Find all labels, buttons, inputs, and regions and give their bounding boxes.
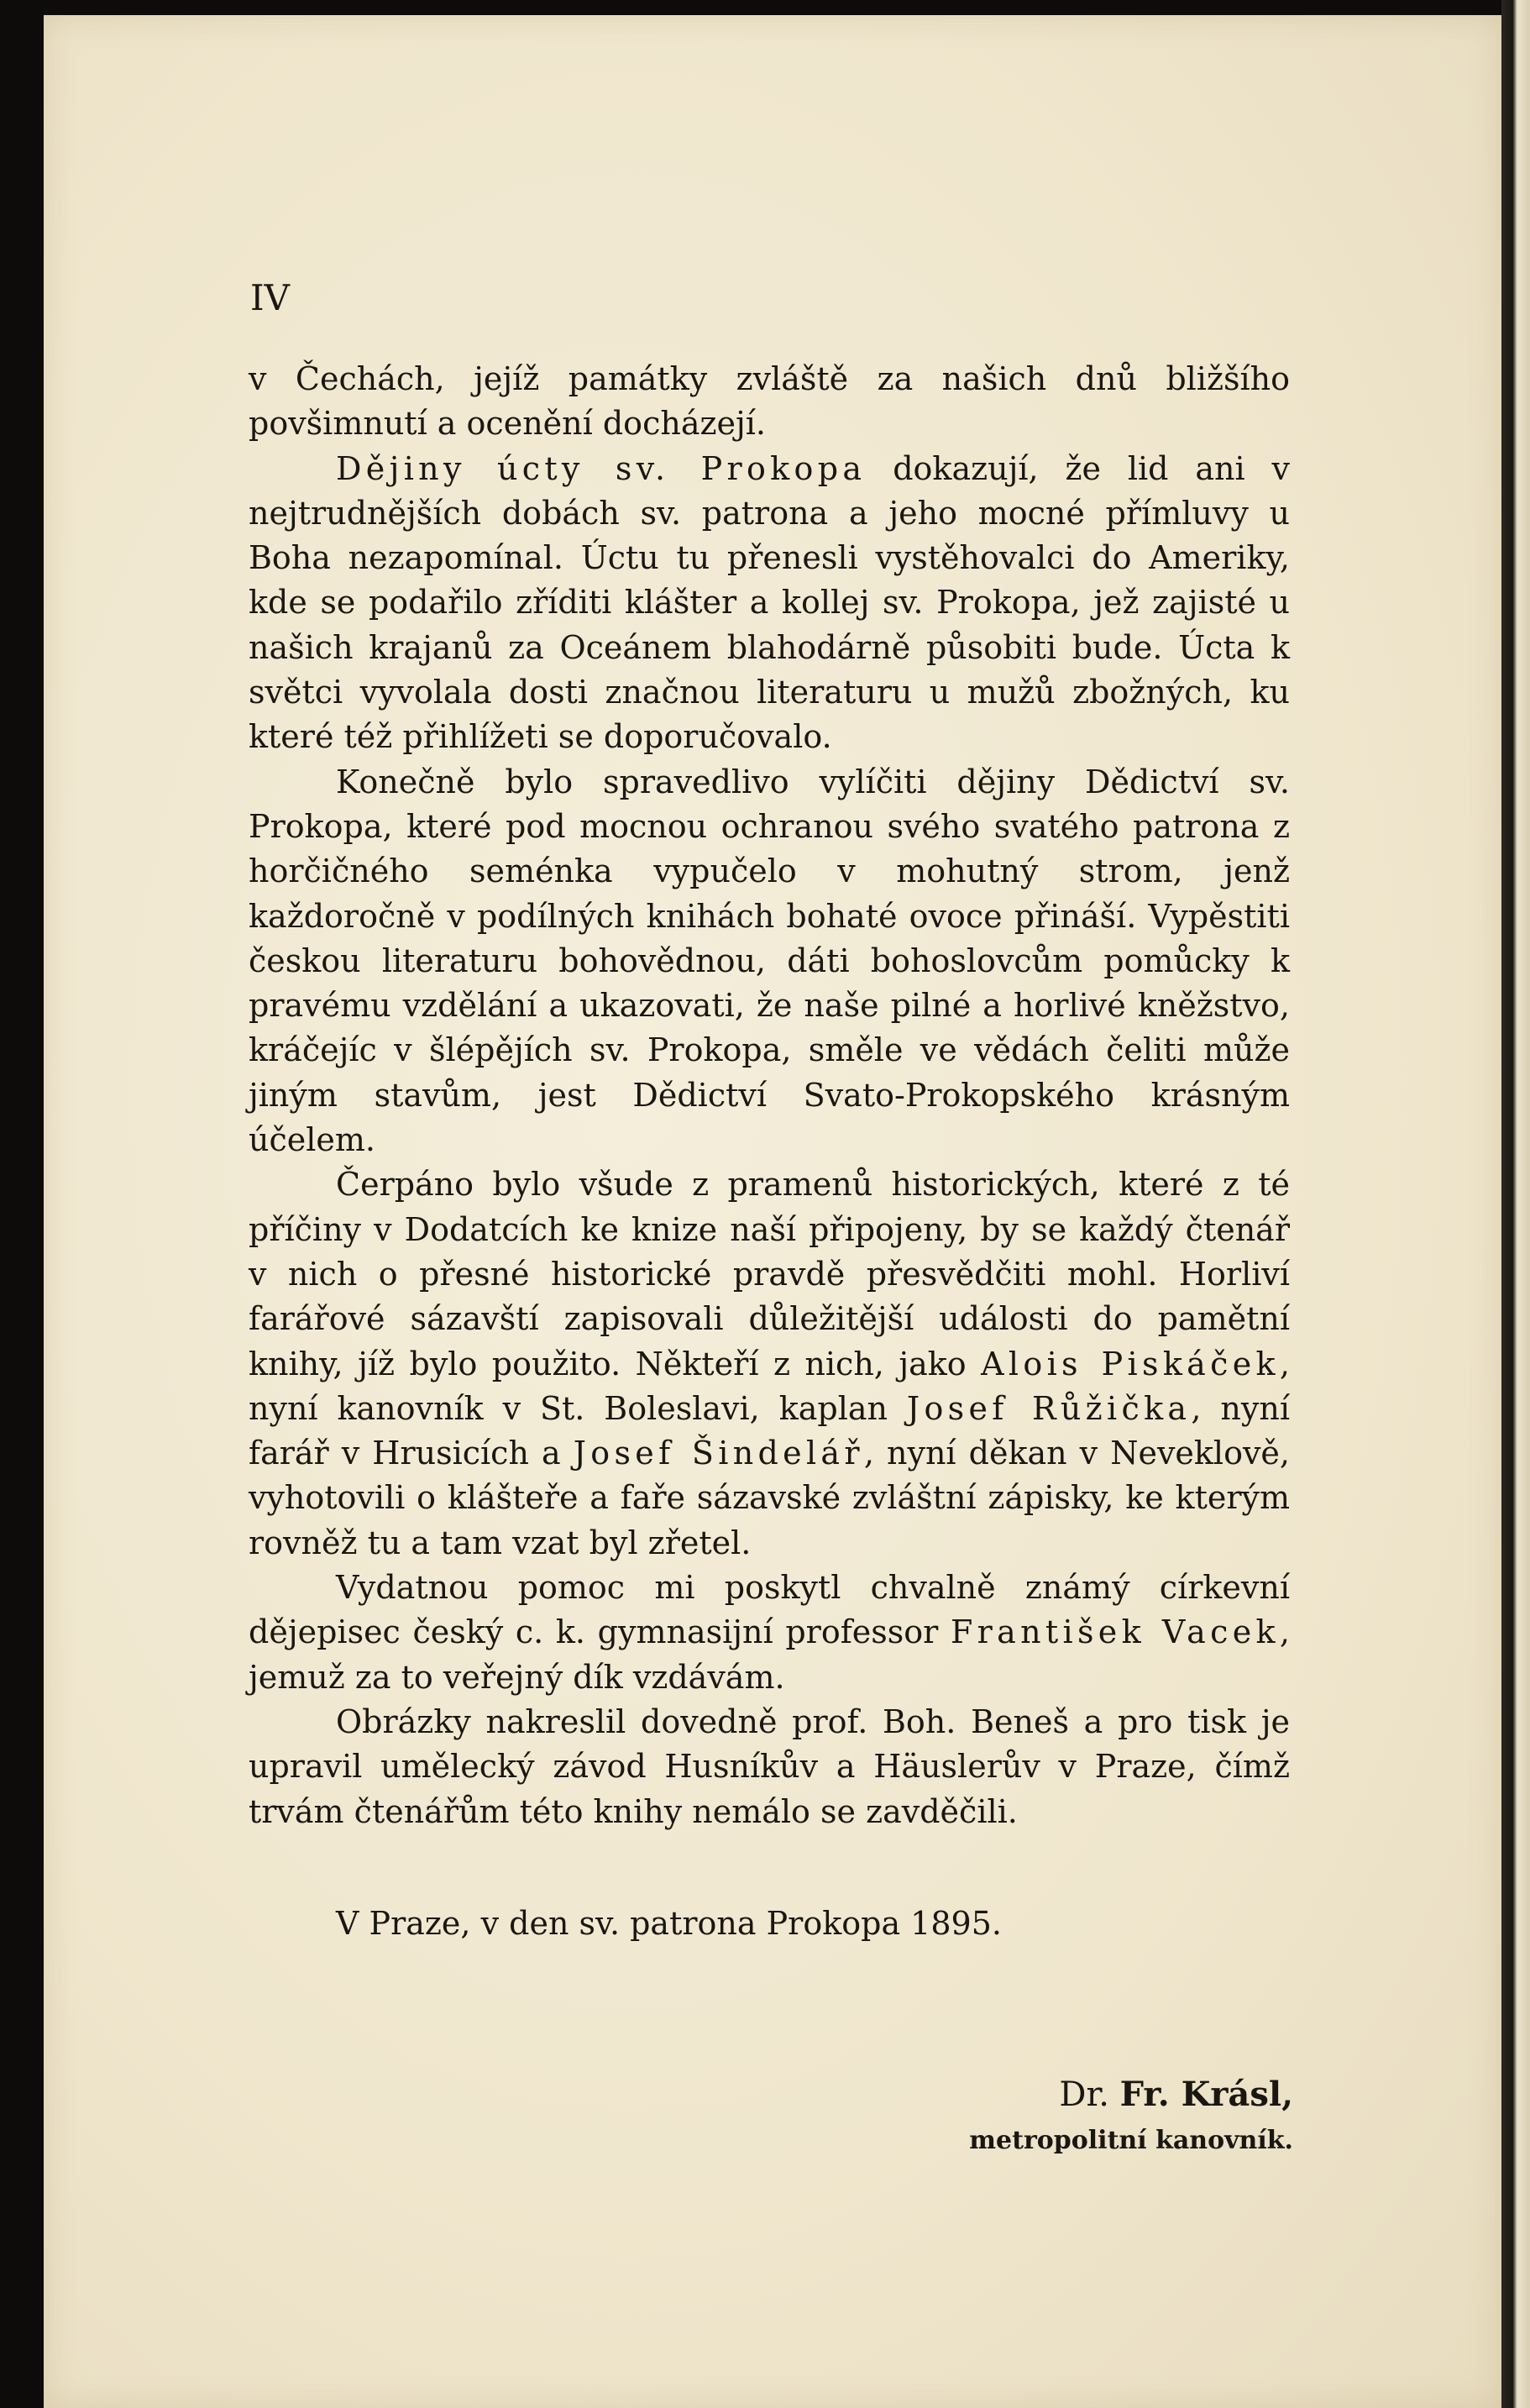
paragraph-text: , jemuž za to veřejný dík vzdávám. [249,1613,1291,1696]
paragraph-text: Obrázky nakreslil dovedně prof. Boh. Beneš a pro tisk je upravil umělecký závod Husníkův a Häuslerův v Praze, čímž trvám čtenářům této knihy nemálo se zavděčili. [249,1702,1290,1830]
emphasized-text: Alois Piskáček [981,1345,1280,1382]
page-number: IV [250,277,290,318]
emphasized-text: František Vacek [950,1613,1280,1651]
paragraph-p4 [249,1162,1290,1566]
signature-title: metropolitní kanovník. [969,2126,1293,2155]
paragraph-text: v Čechách, jejíž památky zvláště za našich dnů bližšího povšimnutí a ocenění docházejí. [249,360,1290,443]
paragraph-text: , nyní kanovník v St. Boleslavi, kaplan [249,1345,1290,1427]
paragraph-text: Konečně bylo spravedlivo vylíčiti dějiny Dědictví sv. Prokopa, které pod mocnou ochranou svého svatého patrona z horčičného seménka vypučelo v mohutný strom, jenž každoročně v podílných knihách bohaté ovoce přináší. Vypěstiti českou literaturu bohovědnou, dáti bohoslovcům pomůcky k pravému vzdělání a ukazovati, že naše pilné a horlivé kněžstvo, kráčejíc v šlépějích sv. Prokopa, směle ve vědách čeliti může jiným stavům, jest Dědictví Svato-Prokopského krásným účelem. [249,763,1290,1159]
paragraph-text: dokazují, že lid ani v nejtrudnějších dobách sv. patrona a jeho mocné přímluvy u Boha nezapomínal. Úctu tu přenesli vystěhovalci do Ameriky, kde se podařilo zříditi klášter a kollej sv. Prokopa, jež zajisté u našich krajanů za Oceánem blahodárně působiti bude. Úcta k světci vyvolala dosti značnou literaturu u mužů zbožných, ku které též přihlížeti se doporučovalo. [249,449,1290,756]
paragraph-p3 [249,760,1290,1163]
preface-text [249,357,1290,1834]
dateline: V Praze, v den sv. patrona Prokopa 1895. [336,1905,1002,1942]
paragraph-p2 [249,447,1290,760]
emphasized-text: Josef Šindelář [573,1435,864,1472]
signature-prefix: Dr. [1059,2075,1120,2114]
signature-name [957,2075,1293,2114]
emphasized-text: Dějiny úcty sv. Prokopa [336,449,867,487]
paragraph-p6 [249,1700,1290,1834]
signature-block [957,2075,1293,2155]
paragraph-text: Vydatnou pomoc mi poskytl chvalně známý církevní dějepisec český c. k. gymnasijní professor [249,1569,1290,1651]
adjacent-page-edge [1501,0,1530,2408]
emphasized-text: Josef Růžička [906,1389,1192,1427]
paragraph-p1 [249,357,1290,447]
paragraph-p5 [249,1566,1290,1700]
paragraph-text: , nyní děkan v Neveklově, vyhotovili o klášteře a faře sázavské zvláštní zápisky, ke kterým rovněž tu a tam vzat byl zřetel. [249,1435,1290,1561]
signature-author: Fr. Krásl, [1119,2075,1293,2114]
paragraph-text: , nyní farář v Hrusicích a [249,1389,1290,1472]
paragraph-text: Čerpáno bylo všude z pramenů historických, které z té příčiny v Dodatcích ke knize naší připojeny, by se každý čtenář v nich o přesné historické pravdě přesvědčiti mohl. Horliví farářové sázavští zapisovali důležitější události do pamětní knihy, jíž bylo použito. Někteří z nich, jako [249,1166,1290,1382]
